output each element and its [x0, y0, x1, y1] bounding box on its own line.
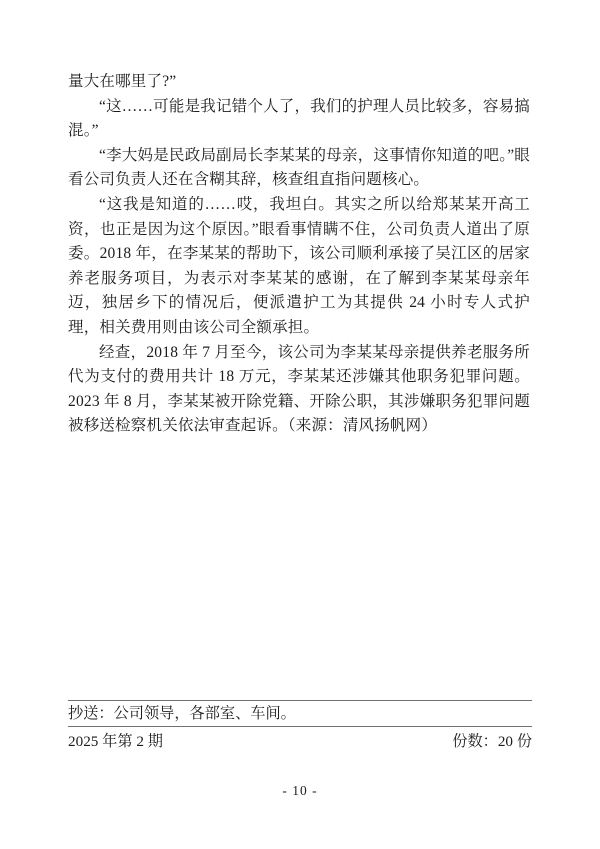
paragraph: 量大在哪里了?” [68, 73, 177, 90]
paragraph: “这我是知道的……哎，我坦白。其实之所以给郑某某开高工资，也正是因为这个原因。”眼看事情瞒不住，公司负责人道出了原委。2018 年，在李某某的帮助下，该公司顺利承接了吴江区的居家养老服务项目，为表示对李某某的感谢，在了解到李某某母亲年迈，独居乡下的情况后，便派遣护工为其提供 24 小时专人式护理，相关费用则由该公司全额承担。 [68, 195, 530, 336]
issue-number: 2025 年第 2 期 [68, 733, 163, 750]
paragraph: 经查，2018 年 7 月至今，该公司为李某某母亲提供养老服务所代为支付的费用共计 18 万元，李某某还涉嫌其他职务犯罪问题。2023 年 8 月，李某某被开除党籍、开除公职，其涉嫌职务犯罪问题被移送检察机关依法审查起诉。（来源：清风扬帆网） [68, 343, 530, 435]
paragraph: “李大妈是民政局副局长李某某的母亲，这事情你知道的吧。”眼看公司负责人还在含糊其辞，核查组直指问题核心。 [68, 146, 530, 189]
paragraph: “这……可能是我记错个人了，我们的护理人员比较多，容易搞混。” [68, 97, 530, 140]
cc-line: 抄送：公司领导，各部室、车间。 [68, 705, 296, 722]
page-number: - 10 - [282, 783, 318, 798]
footer-meta-row [68, 727, 532, 752]
copies-count: 份数：20 份 [452, 733, 532, 750]
footer [68, 700, 532, 752]
body-text [68, 70, 530, 439]
